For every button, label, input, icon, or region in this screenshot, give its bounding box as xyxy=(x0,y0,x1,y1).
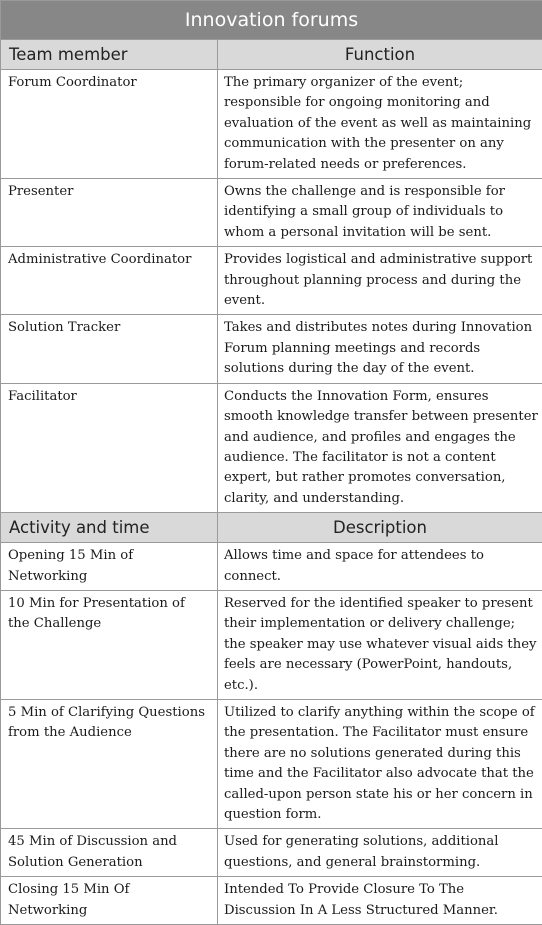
table-row xyxy=(1,590,542,699)
table-row xyxy=(1,70,542,179)
activity-cell: Closing 15 Min Of Networking xyxy=(1,877,218,925)
team-member-cell: Forum Coordinator xyxy=(1,70,218,179)
activity-header-row xyxy=(1,513,542,543)
description-cell: Used for generating solutions, additional questions, and general brainstorming. xyxy=(218,829,542,877)
activity-cell: 5 Min of Clarifying Questions from the Audience xyxy=(1,699,218,828)
table-row xyxy=(1,829,542,877)
activity-cell: Opening 15 Min of Networking xyxy=(1,543,218,591)
team-member-cell: Facilitator xyxy=(1,383,218,512)
function-cell: Owns the challenge and is responsible for identifying a small group of individuals to whom a personal invitation will be sent. xyxy=(218,179,542,247)
description-cell: Utilized to clarify anything within the scope of the presentation. The Facilitator must ensure there are no solutions generated during this time and the Facilitator also advocate that the called-upon person state his or her concern in question form. xyxy=(218,699,542,828)
team-member-cell: Solution Tracker xyxy=(1,315,218,383)
table-row xyxy=(1,543,542,591)
activity-time-header: Activity and time xyxy=(1,513,218,543)
title-row xyxy=(1,1,542,40)
table-row xyxy=(1,699,542,828)
function-header: Function xyxy=(218,40,542,70)
function-cell: Conducts the Innovation Form, ensures smooth knowledge transfer between presenter and audience, and profiles and engages the audience. The facilitator is not a content expert, but rather promotes conversation, clarity, and understanding. xyxy=(218,383,542,512)
table-row xyxy=(1,877,542,925)
table-row xyxy=(1,179,542,247)
table-row xyxy=(1,247,542,315)
function-cell: Provides logistical and administrative support throughout planning process and during the event. xyxy=(218,247,542,315)
team-member-header: Team member xyxy=(1,40,218,70)
function-cell: Takes and distributes notes during Innovation Forum planning meetings and records solutions during the day of the event. xyxy=(218,315,542,383)
activity-cell: 45 Min of Discussion and Solution Generation xyxy=(1,829,218,877)
table-title: Innovation forums xyxy=(1,1,542,40)
table-row xyxy=(1,315,542,383)
function-cell: The primary organizer of the event; responsible for ongoing monitoring and evaluation of the event as well as maintaining communication with the presenter on any forum-related needs or preferences. xyxy=(218,70,542,179)
description-cell: Allows time and space for attendees to connect. xyxy=(218,543,542,591)
team-header-row xyxy=(1,40,542,70)
description-cell: Reserved for the identified speaker to present their implementation or delivery challenge; the speaker may use whatever visual aids they feels are necessary (PowerPoint, handouts, etc.). xyxy=(218,590,542,699)
activity-cell: 10 Min for Presentation of the Challenge xyxy=(1,590,218,699)
description-cell: Intended To Provide Closure To The Discussion In A Less Structured Manner. xyxy=(218,877,542,925)
team-member-cell: Administrative Coordinator xyxy=(1,247,218,315)
team-member-cell: Presenter xyxy=(1,179,218,247)
description-header: Description xyxy=(218,513,542,543)
table-row xyxy=(1,383,542,512)
